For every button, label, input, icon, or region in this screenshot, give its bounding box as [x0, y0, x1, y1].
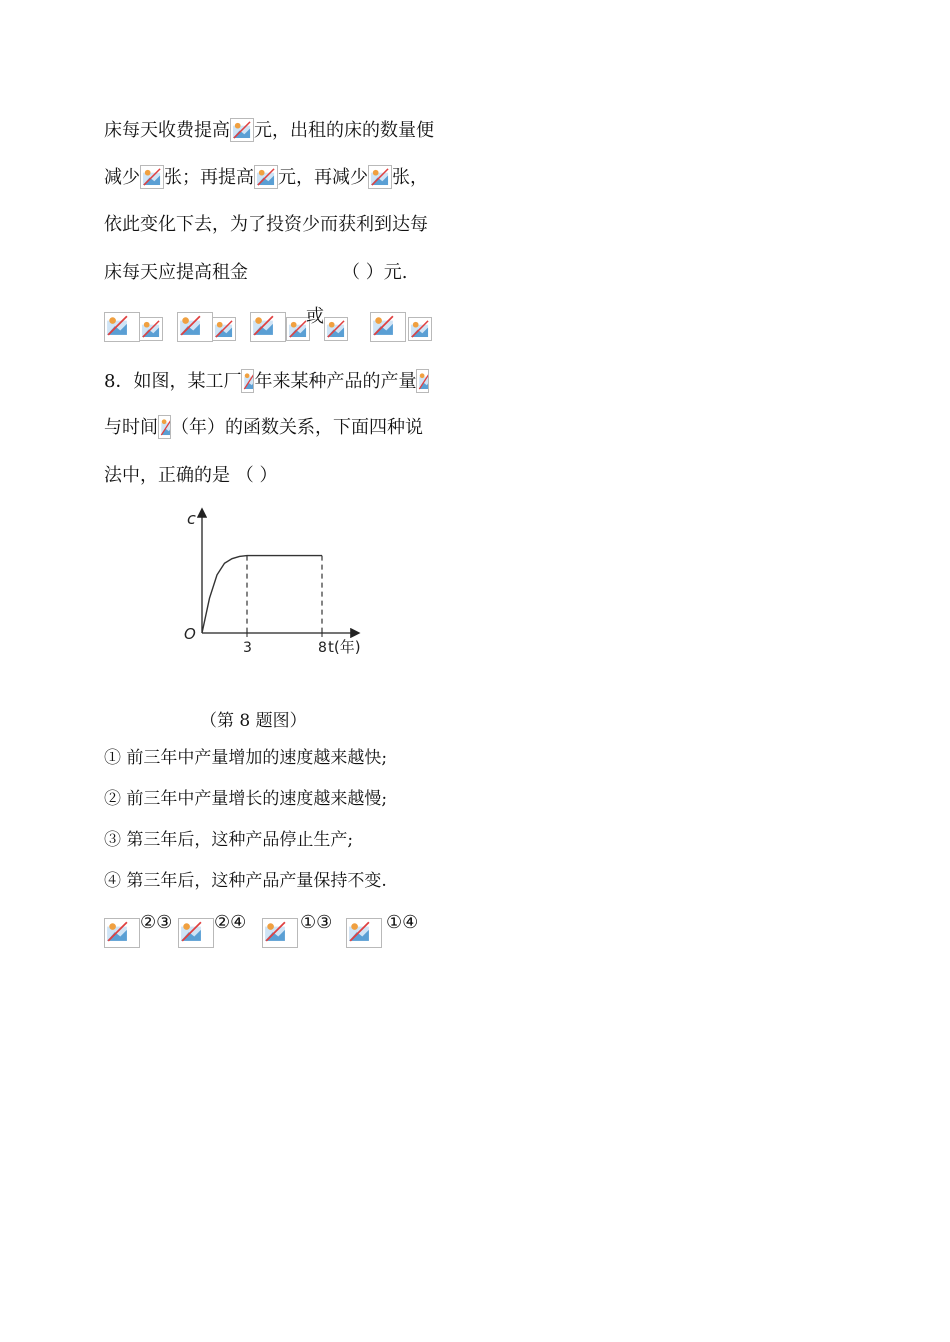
text-line-2: 减少 张；再提高 元，再减少 张，: [104, 167, 428, 188]
x-tick-label-3: 3: [243, 640, 252, 656]
broken-image-icon: [212, 317, 236, 341]
or-word: 或: [306, 306, 324, 327]
option-a[interactable]: ②③: [140, 912, 173, 933]
text-line-4: 床每天应提高租金 （ ）元.: [104, 262, 408, 283]
broken-image-icon: [158, 415, 171, 439]
broken-image-icon: [416, 369, 429, 393]
broken-image-icon: [104, 312, 140, 342]
broken-image-icon: [250, 312, 286, 342]
q8-line-2: 与时间 （年）的函数关系，下面四种说: [104, 417, 423, 438]
broken-image-icon: [370, 312, 406, 342]
broken-image-icon: [241, 369, 254, 393]
option-d[interactable]: ①④: [386, 912, 419, 933]
q8-line-1: 8．如图，某工厂 年来某种产品的产量: [104, 369, 429, 394]
broken-image-icon: [230, 118, 254, 142]
option-a-label-icon: [104, 918, 140, 948]
option-b-label-icon: [178, 918, 214, 948]
broken-image-icon: [408, 317, 432, 341]
broken-image-icon: [177, 312, 213, 342]
q8-line-3: 法中，正确的是 （ ）: [104, 465, 278, 486]
broken-image-icon: [139, 317, 163, 341]
option-c[interactable]: ①③: [300, 912, 333, 933]
statement-2: ② 前三年中产量增长的速度越来越慢;: [104, 789, 388, 809]
figure-caption: （第 8 题图）: [200, 711, 307, 731]
option-d-label-icon: [346, 918, 382, 948]
statement-3: ③ 第三年后，这种产品停止生产;: [104, 830, 354, 850]
production-chart: [178, 500, 368, 665]
origin-label: O: [184, 625, 196, 643]
broken-image-icon: [140, 165, 164, 189]
y-axis-label: c: [187, 509, 196, 528]
text-line-3: 依此变化下去，为了投资少而获利到达每: [104, 214, 428, 235]
option-b[interactable]: ②④: [214, 912, 247, 933]
x-axis-label: t(年): [328, 638, 361, 656]
statement-4: ④ 第三年后，这种产品产量保持不变.: [104, 871, 387, 891]
text-line-1: 床每天收费提高 元，出租的床的数量便: [104, 120, 434, 141]
option-c-label-icon: [262, 918, 298, 948]
x-tick-label-8: 8: [318, 640, 327, 656]
q8-options: [104, 912, 434, 948]
broken-image-icon: [368, 165, 392, 189]
production-curve: [202, 556, 322, 633]
q7-options: [104, 306, 444, 346]
broken-image-icon: [254, 165, 278, 189]
statement-1: ① 前三年中产量增加的速度越来越快;: [104, 748, 388, 768]
broken-image-icon: [324, 317, 348, 341]
